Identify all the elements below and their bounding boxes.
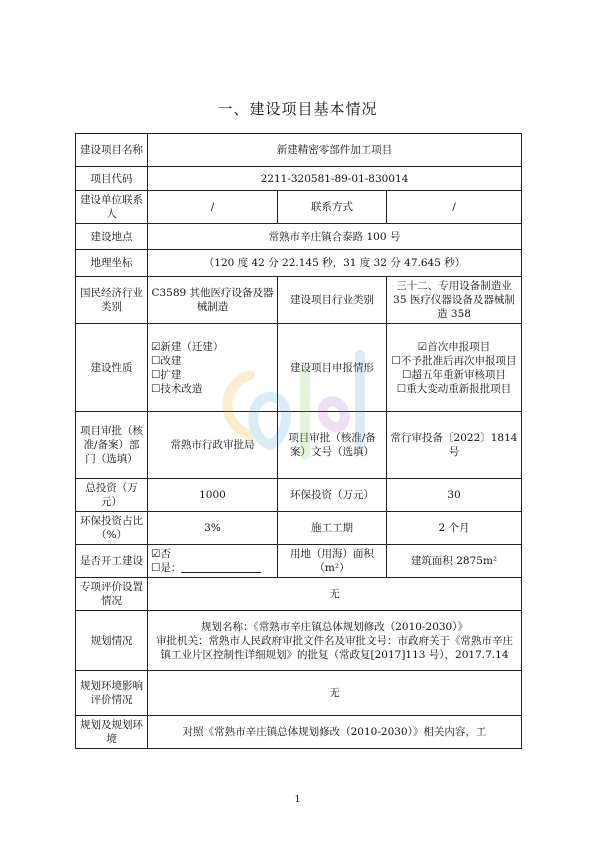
- industry-category-label: 国民经济行业类别: [76, 277, 148, 324]
- planning-env-compliance-label: 规划及规划环境: [76, 716, 148, 749]
- project-industry-label: 建设项目行业类别: [278, 277, 387, 324]
- coordinates-value: （120 度 42 分 22.145 秒，31 度 32 分 47.645 秒）: [148, 250, 522, 277]
- table-row: [76, 277, 522, 324]
- checkbox-icon: ☐: [396, 382, 407, 395]
- table-row: [76, 324, 522, 412]
- option-five-year-review[interactable]: [390, 368, 518, 382]
- option-first-declaration[interactable]: [390, 340, 518, 354]
- project-name-value: 新建精密零部件加工项目: [148, 134, 522, 167]
- table-row: [76, 545, 522, 578]
- location-value: 常熟市辛庄镇合泰路 100 号: [148, 224, 522, 250]
- table-row: [76, 671, 522, 716]
- checkbox-checked-icon: ☑: [417, 340, 428, 353]
- land-area-value: 建筑面积 2875m²: [387, 545, 522, 578]
- option-label: 技术改造: [160, 382, 203, 395]
- checkbox-icon: ☐: [151, 562, 161, 574]
- planning-env-label: 规划环境影响评价情况: [76, 671, 148, 716]
- project-industry-value: 三十二、专用设备制造业 35 医疗仪器设备及器械制造 358: [387, 277, 522, 324]
- table-row: [76, 250, 522, 277]
- total-investment-value: 1000: [148, 479, 278, 512]
- contact-person-label: 建设单位联系人: [76, 191, 148, 224]
- contact-person-value: /: [148, 191, 278, 224]
- table-row: [76, 167, 522, 191]
- checkbox-icon: ☐: [151, 354, 161, 367]
- construction-period-label: 施工工期: [278, 512, 387, 545]
- table-row: [76, 134, 522, 167]
- checkbox-icon: ☐: [391, 354, 401, 367]
- special-evaluation-value: 无: [148, 578, 522, 611]
- option-no[interactable]: [151, 547, 274, 561]
- table-row: [76, 716, 522, 749]
- option-new[interactable]: [151, 340, 274, 354]
- option-tech-upgrade[interactable]: [151, 382, 274, 396]
- total-investment-label: 总投资（万元）: [76, 479, 148, 512]
- location-label: 建设地点: [76, 224, 148, 250]
- planning-approval: 审批机关：常熟市人民政府审批文件名及审批文号：市政府关于《常熟市辛庄镇工业片区控制性详细规划》的批复（常政复[2017]113 号），2017.7.14: [156, 634, 513, 661]
- page-number: 1: [294, 795, 301, 805]
- planning-label: 规划情况: [76, 611, 148, 671]
- yes-detail-field[interactable]: [181, 562, 261, 573]
- option-label: 扩建: [160, 368, 182, 381]
- table-row: [76, 479, 522, 512]
- option-label: 新建（迁建）: [160, 340, 224, 353]
- option-label: 超五年重新审核项目: [411, 368, 506, 381]
- option-rebuild[interactable]: [151, 354, 274, 368]
- option-label: 否: [160, 548, 171, 560]
- option-label: 改建: [160, 354, 182, 367]
- option-label: 首次申报项目: [427, 340, 491, 353]
- industry-category-value: C3589 其他医疗设备及器械制造: [148, 277, 278, 324]
- env-ratio-value: 3%: [148, 512, 278, 545]
- page-title: 一、建设项目基本情况: [217, 100, 378, 118]
- table-row: [76, 191, 522, 224]
- planning-env-compliance-value: 对照《常熟市辛庄镇总体规划修改（2010-2030）》相关内容，工: [148, 716, 522, 749]
- approval-number-label: 项目审批（核准/备案）文号（选填）: [278, 412, 387, 479]
- table-row: [76, 578, 522, 611]
- construction-period-value: 2 个月: [387, 512, 522, 545]
- coordinates-label: 地理坐标: [76, 250, 148, 277]
- checkbox-checked-icon: ☑: [151, 548, 161, 560]
- land-area-label: 用地（用海）面积（m²）: [278, 545, 387, 578]
- declaration-situation-options: [387, 324, 522, 412]
- table-row: [76, 412, 522, 479]
- env-ratio-label: 环保投资占比（%）: [76, 512, 148, 545]
- declaration-situation-label: 建设项目申报情形: [278, 324, 387, 412]
- approval-department-value: 常熟市行政审批局: [148, 412, 278, 479]
- option-yes[interactable]: [151, 561, 274, 575]
- construction-started-label: 是否开工建设: [76, 545, 148, 578]
- table-row: [76, 224, 522, 250]
- env-investment-value: 30: [387, 479, 522, 512]
- option-label: 重大变动重新报批项目: [406, 382, 512, 395]
- checkbox-icon: ☐: [151, 368, 161, 381]
- construction-nature-options: [148, 324, 278, 412]
- project-info-table: [75, 133, 522, 749]
- table-row: [76, 611, 522, 671]
- project-code-value: 2211-320581-89-01-830014: [148, 167, 522, 191]
- option-redeclaration[interactable]: [390, 354, 518, 368]
- construction-started-options: [148, 545, 278, 578]
- approval-department-label: 项目审批（核准/备案）部门（选填）: [76, 412, 148, 479]
- option-major-change[interactable]: [390, 382, 518, 396]
- option-expand[interactable]: [151, 368, 274, 382]
- project-code-label: 项目代码: [76, 167, 148, 191]
- approval-number-value: 常行审投备〔2022〕1814号: [387, 412, 522, 479]
- checkbox-checked-icon: ☑: [151, 340, 161, 353]
- planning-env-value: 无: [148, 671, 522, 716]
- checkbox-icon: ☐: [151, 382, 161, 395]
- checkbox-icon: ☐: [402, 368, 412, 381]
- planning-name: 规划名称：《常熟市辛庄镇总体规划修改（2010-2030）》: [201, 620, 468, 633]
- env-investment-label: 环保投资（万元）: [278, 479, 387, 512]
- option-label: 是：: [160, 562, 182, 574]
- option-label: 不予批准后再次申报项目: [400, 354, 517, 367]
- project-name-label: 建设项目名称: [76, 134, 148, 167]
- contact-method-value: /: [387, 191, 522, 224]
- contact-method-label: 联系方式: [278, 191, 387, 224]
- table-row: [76, 512, 522, 545]
- special-evaluation-label: 专项评价设置情况: [76, 578, 148, 611]
- planning-value: [148, 611, 522, 671]
- construction-nature-label: 建设性质: [76, 324, 148, 412]
